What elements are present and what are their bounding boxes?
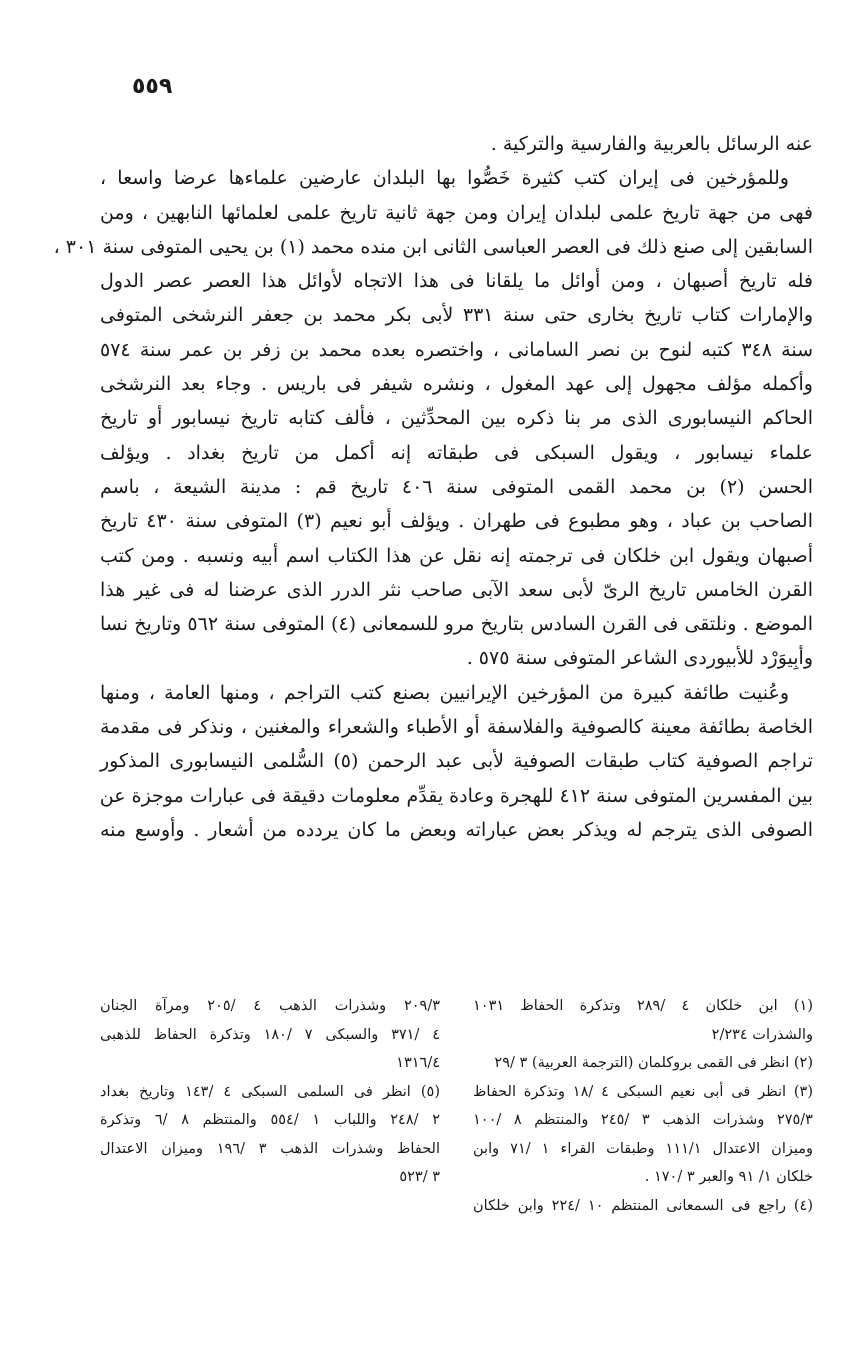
footnote-line: وميزان الاعتدال ١١١/١ وطبقات القراء ١ /٧١ وابن bbox=[473, 1140, 814, 1157]
footnote-line: الحفاظ وشذرات الذهب ٣ /١٩٦ وميزان الاعتدال bbox=[100, 1140, 440, 1157]
text-line: عنه الرسائل بالعربية والفارسية والتركية . bbox=[490, 133, 813, 155]
text-line: علماء نيسابور ، ويقول السبكى فى طبقاته إنه أكمل من تاريخ بغداد . ويؤلف bbox=[100, 441, 813, 464]
text-line: بين المفسرين المتوفى سنة ٤١٢ للهجرة وعادة يقدِّم معلومات دقيقة فى عبارات موجزة عن bbox=[99, 784, 813, 807]
page-number: ٥٥٩ bbox=[132, 74, 173, 99]
footnote-line: والشذرات ٢/٢٣٤ bbox=[711, 1026, 813, 1043]
footnote-line: خلكان ١/ ٩١ والعبر ٣ /١٧٠ . bbox=[644, 1169, 813, 1185]
text-line: الموضع . ونلتقى فى القرن السادس بتاريخ مرو للسمعانى (٤) المتوفى سنة ٥٦٢ وتاريخ نسا bbox=[100, 613, 813, 636]
text-line: وأكمله مؤلف مجهول إلى عهد المغول ، ونشره شيفر فى باريس . وجاء بعد النرشخى bbox=[100, 373, 813, 396]
text-line: وعُنيت طائفة كبيرة من المؤرخين الإيرانيين بصنع كتب التراجم ، ومنها العامة ، ومنها bbox=[100, 681, 789, 704]
footnote-line: ٤ /٣٧١ والسبكى ٧ /١٨٠ وتذكرة الحفاظ للذهبى bbox=[100, 1026, 441, 1043]
text-line: القرن الخامس تاريخ الرىّ لأبى سعد الآبى صاحب نثر الدرر الذى عرضنا له فى غير هذا bbox=[100, 578, 813, 601]
text-line: فله تاريخ أصبهان ، ومن أوائل ما يلقانا فى هذا الاتجاه لأوائل هذا العصر عصر الدول bbox=[100, 270, 813, 293]
main-text bbox=[53, 127, 814, 847]
footnote-line: ٢٧٥/٣ وشذرات الذهب ٣ /٢٤٥ والمنتظم ٨ /١٠٠ bbox=[473, 1112, 813, 1128]
footnote-line: (٣) انظر فى أبى نعيم السبكى ٤ /١٨ وتذكرة الحفاظ bbox=[473, 1083, 813, 1100]
text-line: الحسن (٢) بن محمد القمى المتوفى سنة ٤٠٦ تاريخ قم : مدينة الشيعة ، باسم bbox=[100, 475, 814, 498]
text-line: سنة ٣٤٨ كتبه لنوح بن نصر السامانى ، واختصره بعده محمد بن زفر بن عمر سنة ٥٧٤ bbox=[100, 338, 813, 361]
text-line: أصبهان ويقول ابن خلكان فى ترجمته إنه نقل عن هذا الكتاب اسم أبيه ونسبه . ومن كتب bbox=[100, 544, 813, 567]
footnote-line: ١٣١٦/٤ bbox=[396, 1055, 440, 1071]
footnote-line: (٤) راجع فى السمعانى المنتظم ١٠ /٢٢٤ وابن خلكان bbox=[473, 1197, 813, 1214]
text-line: الخاصة بطائفة معينة كالصوفية والفلاسفة أو الأطباء والشعراء والمغنين ، ونذكر فى مقدمة bbox=[100, 716, 813, 739]
footnotes-left-column bbox=[100, 992, 440, 1192]
text-line: تراجم الصوفية كتاب طبقات الصوفية لأبى عبد الرحمن (٥) السُّلمى النيسابورى المذكور bbox=[100, 750, 813, 773]
text-line: الحاكم النيسابورى الذى مر بنا ذكره بين المحدِّثين ، فألف كتابه تاريخ نيسابور أو تاريخ bbox=[100, 407, 813, 430]
text-line: السابقين إلى صنع ذلك فى العصر العباسى الثانى ابن منده محمد (١) بن يحيى المتوفى سنة ٣٠١ ، bbox=[53, 235, 813, 258]
text-line: وأبِيوَرْد للأبيوردى الشاعر المتوفى سنة ٥٧٥ . bbox=[466, 647, 813, 670]
text-line: الصوفى الذى يترجم له ويذكر بعض عباراته وبعض ما كان يردده من أشعار . وأوسع منه bbox=[100, 818, 813, 841]
footnote-line: (٥) انظر فى السلمى السبكى ٤ /١٤٣ وتاريخ بغداد bbox=[100, 1083, 441, 1100]
text-line: الصاحب بن عباد ، وهو مطبوع فى طهران . ويؤلف أبو نعيم (٣) المتوفى سنة ٤٣٠ تاريخ bbox=[100, 510, 813, 533]
footnote-line: ٢ /٢٤٨ واللباب ١ /٥٥٤ والمنتظم ٨ /٦ وتذكرة bbox=[100, 1112, 440, 1128]
footnote-line: ٣ /٥٢٣ bbox=[399, 1169, 440, 1185]
footnote-line: ٢٠٩/٣ وشذرات الذهب ٤ /٢٠٥ ومرآة الجنان bbox=[100, 998, 440, 1014]
footnote-line: (١) ابن خلكان ٤ /٢٨٩ وتذكرة الحفاظ ١٠٣١ bbox=[473, 998, 813, 1014]
text-line: فهى من جهة تاريخ علمى لبلدان إيران ومن جهة ثانية تاريخ علمى لعلمائها النابهين ، ومن bbox=[100, 201, 813, 224]
footnotes-right-column bbox=[473, 992, 813, 1220]
text-line: والإمارات كتاب تاريخ بخارى حتى سنة ٣٣١ لأبى بكر محمد بن جعفر النرشخى المتوفى bbox=[100, 304, 814, 327]
text-line: وللمؤرخين فى إيران كتب كثيرة خَصُّوا بها البلدان عارضين علماءها عرضا واسعا ، bbox=[100, 167, 789, 190]
footnote-line: (٢) انظر فى القمى بروكلمان (الترجمة العربية) ٣ /٢٩ bbox=[494, 1055, 813, 1071]
